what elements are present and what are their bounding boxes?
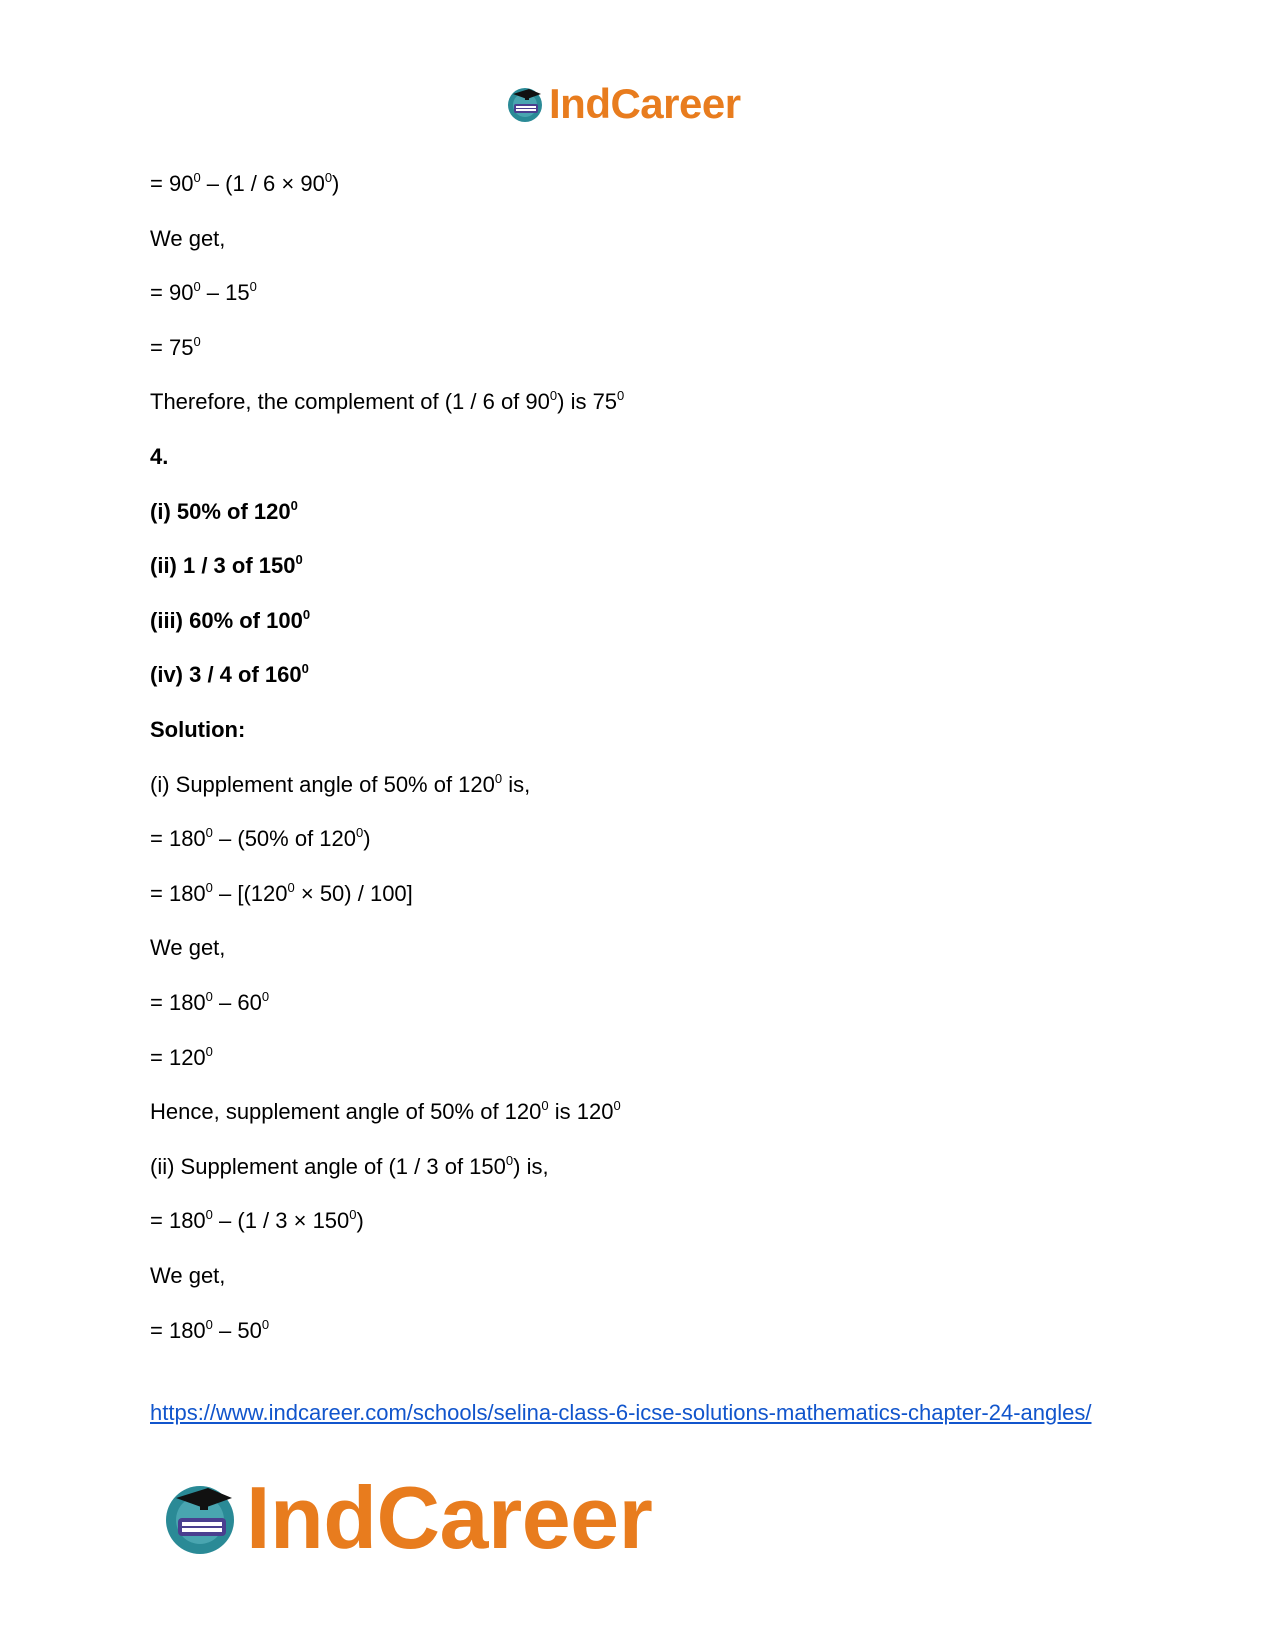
degree-superscript: 0 xyxy=(324,170,333,185)
degree-superscript: 0 xyxy=(193,333,201,349)
text-segment: We get, xyxy=(150,225,226,251)
text-segment: (ii) Supplement angle of (1 / 3 of 150 xyxy=(150,1153,506,1179)
degree-superscript: 0 xyxy=(349,1207,357,1223)
degree-superscript: 0 xyxy=(261,989,270,1004)
text-segment: = 90 xyxy=(150,280,194,306)
text-segment: = 180 xyxy=(150,1208,206,1234)
text-segment: 4. xyxy=(150,444,169,469)
text-segment: = 180 xyxy=(150,990,206,1015)
degree-superscript: 0 xyxy=(505,1152,514,1168)
text-segment: – (50% of 120 xyxy=(212,826,357,852)
text-line xyxy=(150,989,269,1017)
text-line xyxy=(150,661,309,689)
degree-superscript: 0 xyxy=(205,879,213,895)
text-line xyxy=(150,225,225,253)
degree-superscript: 0 xyxy=(205,1043,213,1059)
text-segment: ) xyxy=(363,826,371,852)
text-segment: – (1 / 3 × 150 xyxy=(212,1208,350,1234)
text-segment: ) is 75 xyxy=(557,389,618,415)
text-segment: is 120 xyxy=(548,1099,614,1125)
degree-superscript: 0 xyxy=(205,1207,213,1223)
degree-superscript: 0 xyxy=(302,606,311,622)
text-line xyxy=(150,334,201,362)
text-segment: – [(120 xyxy=(212,880,288,906)
degree-superscript: 0 xyxy=(290,497,298,513)
text-segment: (ii) 1 / 3 of 150 xyxy=(150,553,296,579)
text-segment: – 60 xyxy=(212,990,262,1015)
degree-superscript: 0 xyxy=(205,1316,213,1332)
text-segment: = 90 xyxy=(150,171,194,196)
text-segment: (i) Supplement angle of 50% of 120 xyxy=(150,771,495,797)
header-logo-text: IndCareer xyxy=(549,80,741,127)
text-line xyxy=(150,388,624,416)
text-segment: (i) 50% of 120 xyxy=(150,498,291,524)
text-segment: = 180 xyxy=(150,1317,206,1343)
degree-superscript: 0 xyxy=(541,1098,549,1114)
degree-superscript: 0 xyxy=(494,770,503,786)
text-segment: Solution: xyxy=(150,717,246,742)
text-segment: ) xyxy=(356,1208,364,1234)
source-link[interactable]: https://www.indcareer.com/schools/selina-class-6-icse-solutions-mathematics-chapter-24-angles/ xyxy=(150,1400,1092,1425)
text-segment: = 180 xyxy=(150,880,206,906)
degree-superscript: 0 xyxy=(613,1098,621,1114)
degree-superscript: 0 xyxy=(287,879,295,895)
text-line xyxy=(150,498,298,526)
degree-superscript: 0 xyxy=(193,279,201,295)
text-line xyxy=(150,716,245,744)
degree-superscript: 0 xyxy=(356,825,364,841)
text-segment: – 15 xyxy=(200,280,250,306)
text-line xyxy=(150,1262,225,1290)
degree-superscript: 0 xyxy=(193,170,201,185)
degree-superscript: 0 xyxy=(301,661,309,677)
degree-superscript: 0 xyxy=(261,1316,270,1332)
text-line xyxy=(150,771,530,799)
text-segment: We get, xyxy=(150,935,226,961)
header-logo xyxy=(505,80,775,128)
text-line xyxy=(150,279,257,307)
text-segment: We get, xyxy=(150,1263,226,1288)
text-segment: (iv) 3 / 4 of 160 xyxy=(150,662,302,688)
text-line xyxy=(150,552,303,580)
logo-globe-icon xyxy=(505,84,545,124)
text-line xyxy=(150,1044,213,1072)
text-segment: Hence, supplement angle of 50% of 120 xyxy=(150,1099,542,1125)
text-segment: (iii) 60% of 100 xyxy=(150,607,303,633)
logo-globe-icon xyxy=(160,1478,240,1558)
text-line xyxy=(150,880,413,908)
text-segment: ) xyxy=(332,171,340,196)
degree-superscript: 0 xyxy=(205,825,213,841)
text-line xyxy=(150,1098,621,1126)
text-line xyxy=(150,443,168,471)
text-segment: – 50 xyxy=(212,1317,262,1343)
degree-superscript: 0 xyxy=(549,388,558,404)
text-segment: is, xyxy=(502,771,531,797)
text-line xyxy=(150,170,339,198)
degree-superscript: 0 xyxy=(249,279,257,295)
text-line xyxy=(150,607,310,635)
text-line xyxy=(150,1207,364,1235)
text-segment: × 50) / 100] xyxy=(294,880,413,906)
text-segment: ) is, xyxy=(513,1153,549,1179)
text-segment: = 75 xyxy=(150,334,194,360)
degree-superscript: 0 xyxy=(205,989,213,1004)
text-segment: = 180 xyxy=(150,826,206,852)
text-segment: = 120 xyxy=(150,1044,206,1070)
text-segment: Therefore, the complement of (1 / 6 of 90 xyxy=(150,389,550,415)
text-line xyxy=(150,934,225,962)
degree-superscript: 0 xyxy=(295,552,303,568)
text-line xyxy=(150,1153,549,1181)
degree-superscript: 0 xyxy=(617,388,625,404)
text-line xyxy=(150,1317,269,1345)
text-segment: – (1 / 6 × 90 xyxy=(200,171,325,196)
footer-logo-text: IndCareer xyxy=(246,1467,653,1567)
footer-logo xyxy=(160,1467,700,1567)
text-line xyxy=(150,825,371,853)
